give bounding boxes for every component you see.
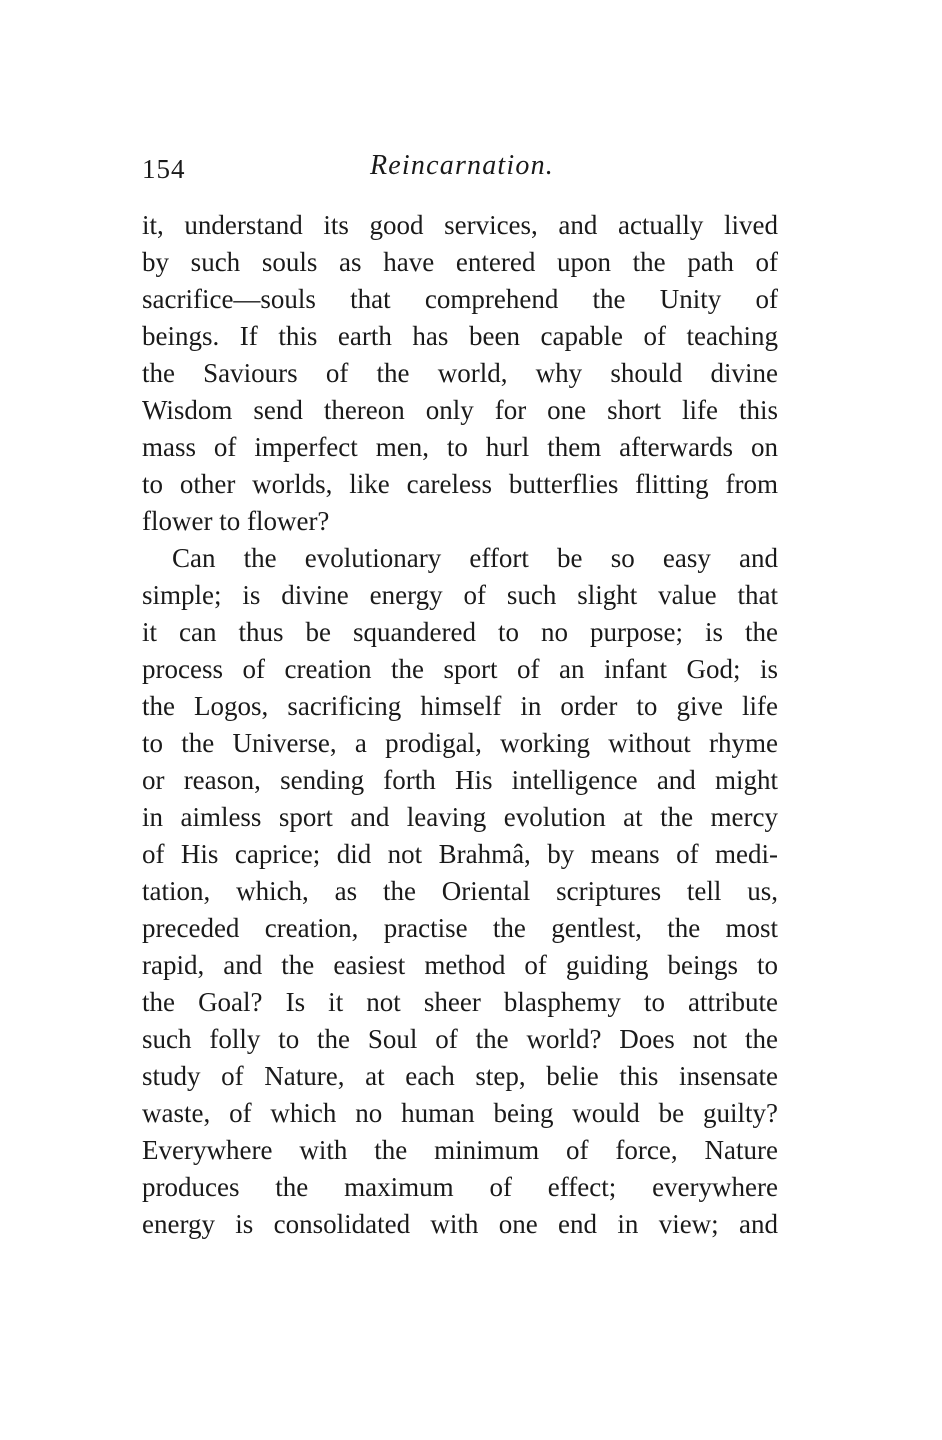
text-line: Can the evolutionary effort be so easy and (172, 543, 778, 573)
text-line: Everywhere with the minimum of force, Nature (142, 1135, 778, 1165)
text-line: the Goal? Is it not sheer blasphemy to attribute (142, 987, 778, 1017)
text-line: to the Universe, a prodigal, working without rhyme (142, 728, 778, 758)
text-line: or reason, sending forth His intelligence and might (142, 765, 778, 795)
text-line: preceded creation, practise the gentlest, the most (142, 913, 778, 943)
text-line: produces the maximum of effect; everywhere (142, 1172, 778, 1202)
page-title: Reincarnation. (370, 150, 554, 181)
text-line: flower to flower? (142, 506, 330, 536)
paragraph-1 (142, 207, 778, 540)
text-line: process of creation the sport of an infant God; is (142, 654, 778, 684)
text-line: beings. If this earth has been capable of teaching (142, 321, 778, 351)
text-line: the Saviours of the world, why should divine (142, 358, 778, 388)
body-text (142, 207, 778, 1243)
text-line: it can thus be squandered to no purpose; is the (142, 617, 778, 647)
text-line: rapid, and the easiest method of guiding beings to (142, 950, 778, 980)
running-head (142, 150, 778, 190)
paragraph-2 (142, 540, 778, 1243)
text-line: mass of imperfect men, to hurl them afterwards on (142, 432, 778, 462)
text-line: tation, which, as the Oriental scriptures tell us, (142, 876, 778, 906)
text-line: of His caprice; did not Brahmâ, by means of medi- (142, 839, 778, 869)
text-line: sacrifice—souls that comprehend the Unity of (142, 284, 778, 314)
page-number: 154 (142, 154, 186, 184)
text-line: waste, of which no human being would be guilty? (142, 1098, 778, 1128)
text-line: the Logos, sacrificing himself in order to give life (142, 691, 778, 721)
text-line: study of Nature, at each step, belie this insensate (142, 1061, 778, 1091)
text-line: in aimless sport and leaving evolution at the mercy (142, 802, 778, 832)
text-line: it, understand its good services, and actually lived (142, 210, 778, 240)
text-line: energy is consolidated with one end in view; and (142, 1209, 778, 1239)
text-line: Wisdom send thereon only for one short life this (142, 395, 778, 425)
text-line: such folly to the Soul of the world? Does not the (142, 1024, 778, 1054)
text-line: simple; is divine energy of such slight value that (142, 580, 778, 610)
text-line: to other worlds, like careless butterflies flitting from (142, 469, 778, 499)
text-line: by such souls as have entered upon the path of (142, 247, 778, 277)
